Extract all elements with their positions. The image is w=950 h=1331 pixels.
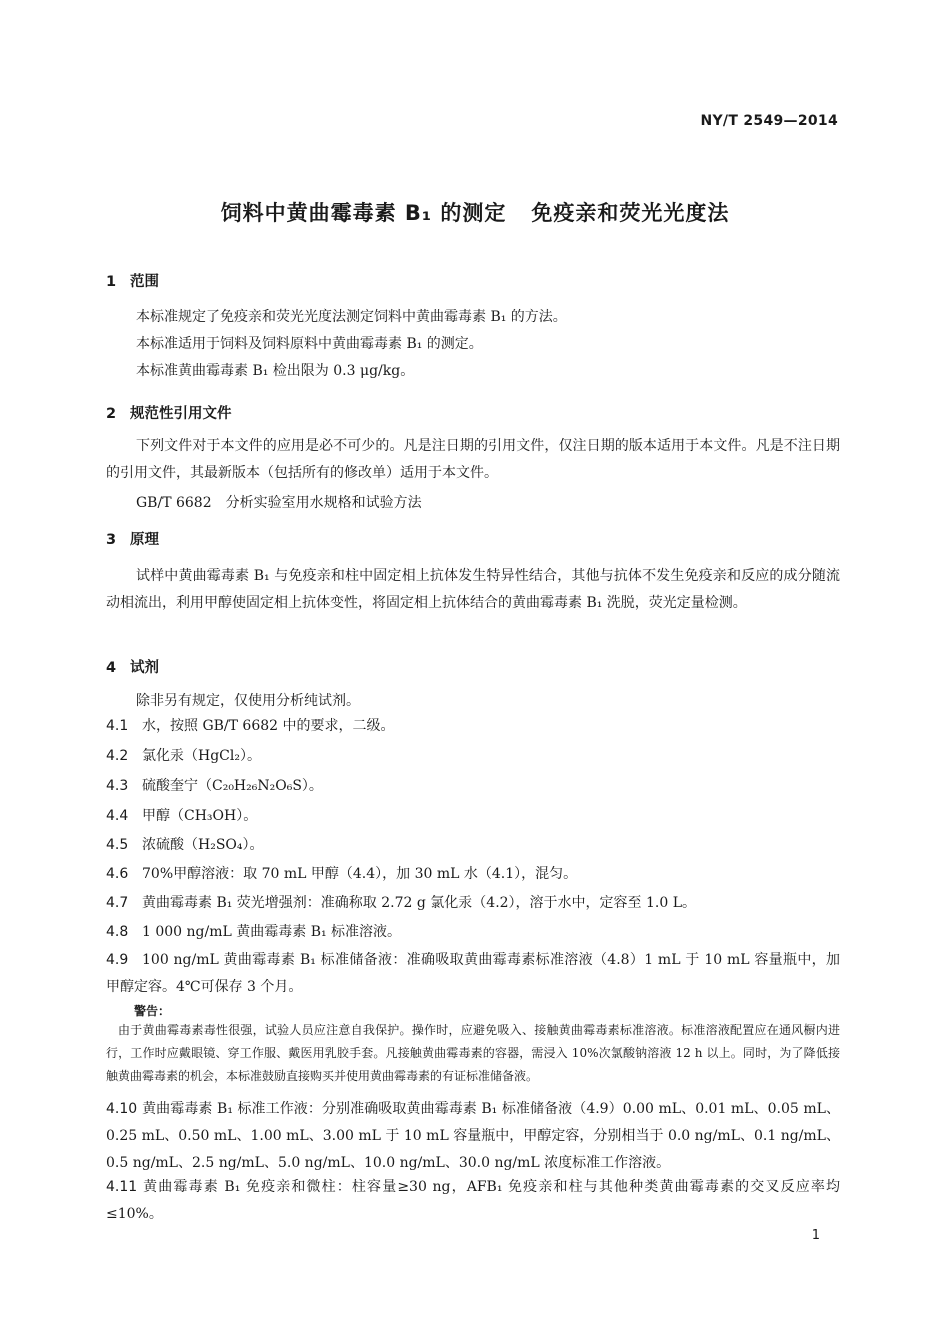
normative-references-paragraph: 下列文件对于本文件的应用是必不可少的。凡是注日期的引用文件，仅注日期的版本适用于本文件。凡是不注日期的引用文件，其最新版本（包括所有的修改单）适用于本文件。 [106,438,840,481]
reagent-item [106,947,840,1001]
item-text: 硫酸奎宁（C₂₀H₂₆N₂O₆S）。 [142,778,323,794]
item-text: 1 000 ng/mL 黄曲霉毒素 B₁ 标准溶液。 [142,924,402,940]
section-2-heading [106,402,232,423]
principle-paragraph: 试样中黄曲霉毒素 B₁ 与免疫亲和柱中固定相上抗体发生特异性结合，其他与抗体不发生免疫亲和反应的成分随流动相流出，利用甲醇使固定相上抗体变性，将固定相上抗体结合的黄曲霉毒素 B₁ 洗脱，荧光定量检测。 [106,568,840,611]
section-title: 试剂 [130,660,159,676]
item-number: 4.11 [106,1179,138,1195]
item-number: 4.6 [106,866,129,882]
reagent-item [106,1174,840,1228]
section-number: 4 [106,660,117,676]
section-title: 范围 [130,274,159,290]
item-text: 氯化汞（HgCl₂）。 [142,748,261,764]
item-number: 4.4 [106,808,129,824]
reagent-item [106,832,840,859]
item-text: 70%甲醇溶液：取 70 mL 甲醇（4.4），加 30 mL 水（4.1），混匀。 [142,866,578,882]
item-number: 4.9 [106,952,129,968]
section-number: 1 [106,274,117,290]
item-text: 甲醇（CH₃OH）。 [142,808,258,824]
reagent-item [106,1096,840,1177]
item-text: 黄曲霉毒素 B₁ 免疫亲和微柱：柱容量≥30 ng，AFB₁ 免疫亲和柱与其他种类黄曲霉毒素的交叉反应率均≤10%。 [106,1179,840,1222]
warning-label: 警告： [134,1004,171,1018]
section-3-heading [106,528,159,549]
item-text: 水，按照 GB/T 6682 中的要求，二级。 [142,718,395,734]
reagent-item [106,743,840,770]
reagents-intro: 除非另有规定，仅使用分析纯试剂。 [136,693,360,709]
section-title: 规范性引用文件 [130,406,232,422]
scope-line-3: 本标准黄曲霉毒素 B₁ 检出限为 0.3 μg/kg。 [136,363,415,379]
item-number: 4.3 [106,778,129,794]
section-1-heading [106,270,159,291]
section-title: 原理 [130,532,159,548]
item-number: 4.8 [106,924,129,940]
reagent-item [106,919,840,946]
item-number: 4.10 [106,1101,138,1117]
scope-line-2: 本标准适用于饲料及饲料原料中黄曲霉毒素 B₁ 的测定。 [136,336,483,352]
reagent-item [106,803,840,830]
item-text: 100 ng/mL 黄曲霉毒素 B₁ 标准储备液：准确吸取黄曲霉毒素标准溶液（4.8）1 mL 于 10 mL 容量瓶中，加甲醇定容。4℃可保存 3 个月。 [106,952,840,995]
section-4-heading [106,656,159,677]
page-number: 1 [811,1228,820,1243]
reagent-item [106,861,840,888]
item-number: 4.7 [106,895,129,911]
document-title: 饲料中黄曲霉毒素 B₁ 的测定 免疫亲和荧光光度法 [220,201,730,225]
item-text: 黄曲霉毒素 B₁ 标准工作液：分别准确吸取黄曲霉毒素 B₁ 标准储备液（4.9）0.00 mL、0.01 mL、0.05 mL、0.25 mL、0.50 mL、1.00 mL、3.00 mL 于 10 mL 容量瓶中，甲醇定容，分别相当于 0.0 ng/mL、0.1 ng/mL、0.5 ng/mL、2.5 ng/mL、5.0 ng/mL、10.0 ng/mL、30.0 ng/mL 浓度标准工作溶液。 [106,1101,840,1171]
reagent-item [106,773,840,800]
item-number: 4.5 [106,837,129,853]
scope-line-1: 本标准规定了免疫亲和荧光光度法测定饲料中黄曲霉毒素 B₁ 的方法。 [136,309,567,325]
reagent-item [106,890,840,917]
item-number: 4.2 [106,748,129,764]
item-text: 黄曲霉毒素 B₁ 荧光增强剂：准确称取 2.72 g 氯化汞（4.2），溶于水中，定容至 1.0 L。 [142,895,697,911]
reagent-item [106,713,840,740]
reference-gbt-6682: GB/T 6682 分析实验室用水规格和试验方法 [136,495,422,511]
warning-text: 由于黄曲霉毒素毒性很强，试验人员应注意自我保护。操作时，应避免吸入、接触黄曲霉毒素标准溶液。标准溶液配置应在通风橱内进行，工作时应戴眼镜、穿工作服、戴医用乳胶手套。凡接触黄曲霉毒素的容器，需浸入 10%次氯酸钠溶液 12 h 以上。同时，为了降低接触黄曲霉毒素的机会，本标准鼓励直接购买并使用黄曲霉毒素的有证标准储备液。 [106,1023,840,1083]
standard-number: NY/T 2549—2014 [700,113,838,129]
item-number: 4.1 [106,718,129,734]
section-number: 2 [106,406,117,422]
section-number: 3 [106,532,117,548]
item-text: 浓硫酸（H₂SO₄）。 [142,837,264,853]
